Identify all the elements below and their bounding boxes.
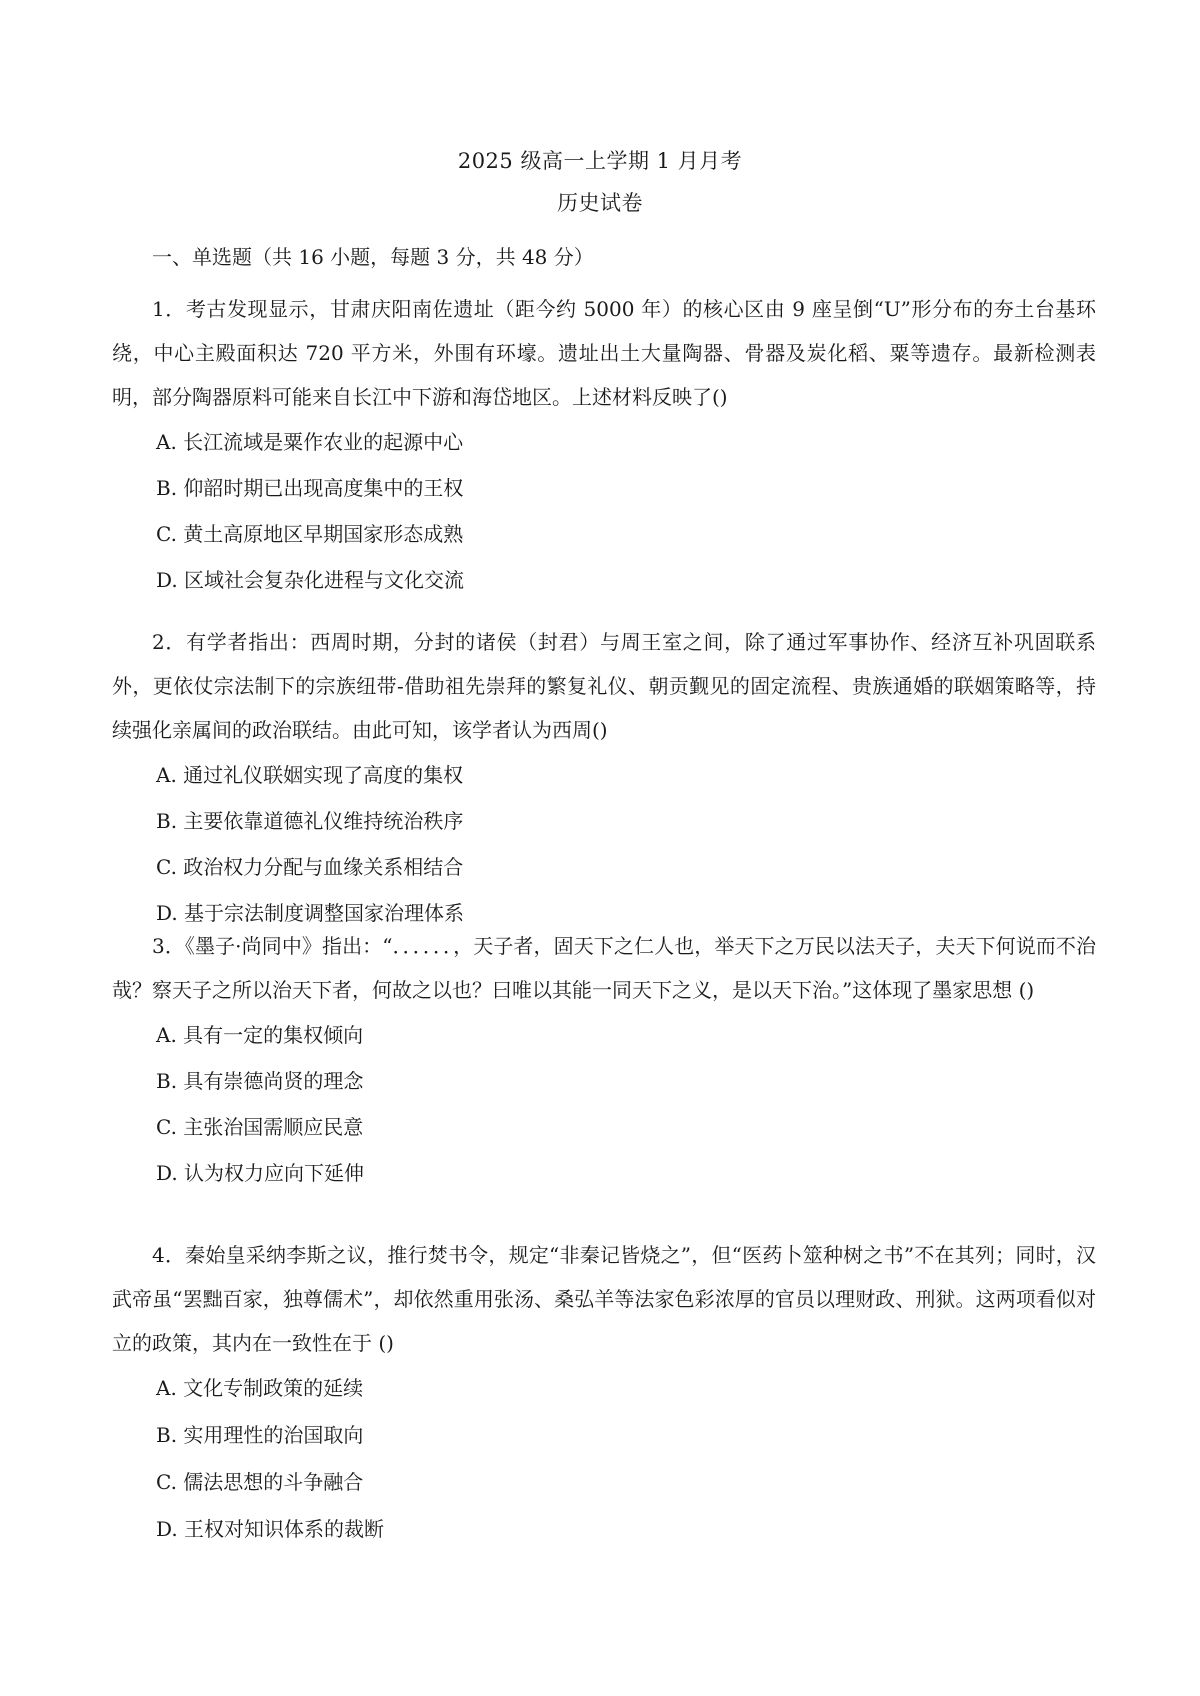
option-a: A. 文化专制政策的延续 — [156, 1376, 364, 1400]
option-c: C. 儒法思想的斗争融合 — [156, 1470, 364, 1494]
question-4 — [112, 1233, 1096, 1553]
option-c: C. 主张治国需顺应民意 — [156, 1115, 364, 1139]
option-b: B. 实用理性的治国取向 — [156, 1423, 364, 1447]
question-stem: 4．秦始皇采纳李斯之议，推行焚书令，规定“非秦记皆烧之”，但“医药卜筮种树之书”不在其列；同时，汉武帝虽“罢黜百家，独尊儒术”，却依然重用张汤、桑弘羊等法家色彩浓厚的官员以理财政、刑狱。这两项看似对立的政策，其内在一致性在于 () — [112, 1243, 1096, 1355]
question-1 — [112, 287, 1096, 603]
option-d: D. 基于宗法制度调整国家治理体系 — [156, 901, 465, 925]
question-2 — [112, 620, 1096, 936]
option-d: D. 认为权力应向下延伸 — [156, 1161, 365, 1185]
option-b: B. 主要依靠道德礼仪维持统治秩序 — [156, 809, 464, 833]
option-a: A. 通过礼仪联姻实现了高度的集权 — [156, 763, 464, 787]
question-stem: 2．有学者指出：西周时期，分封的诸侯（封君）与周王室之间，除了通过军事协作、经济互补巩固联系外，更依仗宗法制下的宗族纽带-借助祖先崇拜的繁复礼仪、朝贡觐见的固定流程、贵族通婚的联姻策略等，持续强化亲属间的政治联结。由此可知，该学者认为西周() — [112, 630, 1096, 742]
option-d: D. 区域社会复杂化进程与文化交流 — [156, 568, 465, 592]
option-a: A. 具有一定的集权倾向 — [156, 1023, 364, 1047]
option-a: A. 长江流域是粟作农业的起源中心 — [156, 430, 464, 454]
option-b: B. 具有崇德尚贤的理念 — [156, 1069, 364, 1093]
option-c: C. 政治权力分配与血缘关系相结合 — [156, 855, 464, 879]
question-3 — [112, 924, 1096, 1196]
option-c: C. 黄土高原地区早期国家形态成熟 — [156, 522, 464, 546]
exam-subtitle: 历史试卷 — [557, 191, 643, 215]
option-b: B. 仰韶时期已出现高度集中的王权 — [156, 476, 464, 500]
section-heading: 一、单选题（共 16 小题，每题 3 分，共 48 分） — [152, 245, 594, 269]
exam-title: 2025 级高一上学期 1 月月考 — [457, 149, 743, 173]
question-stem: 3．《墨子·尚同中》指出：“．．．．．．，天子者，固天下之仁人也，举天下之万民以法天子，夫天下何说而不治哉？察天子之所以治天下者，何故之以也？曰唯以其能一同天下之义，是以天下治。”这体现了墨家思想 () — [112, 934, 1096, 1002]
question-stem: 1．考古发现显示，甘肃庆阳南佐遗址（距今约 5000 年）的核心区由 9 座呈倒“U”形分布的夯土台基环绕，中心主殿面积达 720 平方米，外围有环壕。遗址出土大量陶器、骨器及炭化稻、粟等遗存。最新检测表明，部分陶器原料可能来自长江中下游和海岱地区。上述材料反映了() — [112, 297, 1096, 409]
option-d: D. 王权对知识体系的裁断 — [156, 1517, 385, 1541]
